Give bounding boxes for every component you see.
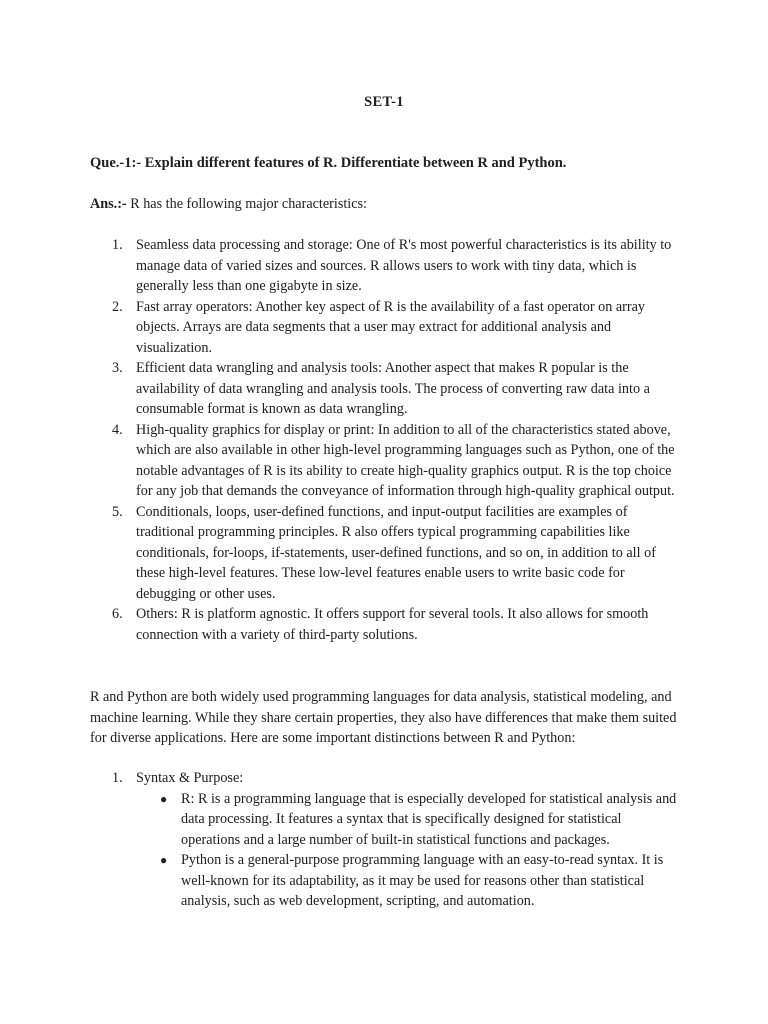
- bullet-item: [136, 789, 680, 851]
- list-item: [90, 235, 680, 297]
- list-item-number: 2.: [112, 298, 123, 315]
- list-item-number: 1.: [112, 237, 123, 253]
- bullet-text: Python is a general-purpose programming language with an easy-to-read syntax. It is well-known for its adaptability, as it may be used for reasons other than statistical analysis, such as web development, scripting, and automation.: [181, 852, 664, 909]
- comparison-paragraph: R and Python are both widely used programming languages for data analysis, statistical modeling, and machine learning. While they share certain properties, they also have differences that make them suited for diverse applications. Here are some important distinctions between R and Python:: [90, 689, 677, 746]
- list-item-text: Seamless data processing and storage: One of R's most powerful characteristics is its ability to manage data of varied sizes and sources. R allows users to work with tiny data, which is generally less than one gigabyte in size.: [136, 237, 672, 294]
- list-item-number: 6.: [112, 606, 123, 622]
- distinctions-list: [90, 768, 680, 912]
- list-item-number: 3.: [112, 360, 123, 376]
- list-item: [90, 768, 680, 912]
- set-title: SET-1: [364, 94, 404, 110]
- list-item-text: High-quality graphics for display or print: In addition to all of the characteristics stated above, which are also available in other high-level programming languages such as Python, one of the notable advantages of R is its ability to create high-quality graphics output. R is the top choice for any job that demands the conveyance of information through high-quality graphical output.: [136, 421, 675, 499]
- list-item-text: Others: R is platform agnostic. It offers support for several tools. It also allows for smooth connection with a variety of third-party solutions.: [136, 606, 649, 643]
- list-item: [90, 502, 680, 605]
- list-item-text: Conditionals, loops, user-defined functions, and input-output facilities are examples of traditional programming principles. R also offers typical programming capabilities like conditionals, for-loops, if-statements, user-defined functions, and so on, in addition to all of these high-level features. These low-level features enable users to write basic code for debugging or other uses.: [136, 503, 656, 602]
- list-item: [90, 358, 680, 420]
- answer-label: Ans.:-: [90, 196, 127, 212]
- bullet-icon: ●: [160, 853, 168, 867]
- list-item-number: 4.: [112, 421, 123, 438]
- list-item-number: 5.: [112, 503, 123, 520]
- list-item: [90, 420, 680, 502]
- list-item-text: Efficient data wrangling and analysis tools: Another aspect that makes R popular is the availability of data wrangling and analysis tools. The process of converting raw data into a consumable format is known as data wrangling.: [136, 360, 650, 417]
- bullet-list: [136, 789, 680, 912]
- list-item: [90, 297, 680, 359]
- answer-intro: [90, 194, 690, 215]
- list-item-number: 1.: [112, 770, 123, 786]
- distinction-heading: Syntax & Purpose:: [136, 770, 244, 786]
- bullet-text: R: R is a programming language that is especially developed for statistical analysis and data processing. It features a syntax that is specifically designed for statistical operations and a large number of built-in statistical functions and packages.: [181, 790, 677, 848]
- list-item-text: Fast array operators: Another key aspect of R is the availability of a fast operator on array objects. Arrays are data segments that a user may extract for additional analysis and visualization.: [136, 298, 645, 356]
- answer-intro-text: R has the following major characteristics:: [126, 196, 367, 212]
- bullet-icon: ●: [160, 791, 168, 806]
- question-heading: Que.-1:- Explain different features of R. Differentiate between R and Python.: [90, 155, 567, 171]
- bullet-item: [136, 850, 680, 912]
- features-list: [90, 235, 680, 645]
- list-item: [90, 604, 680, 645]
